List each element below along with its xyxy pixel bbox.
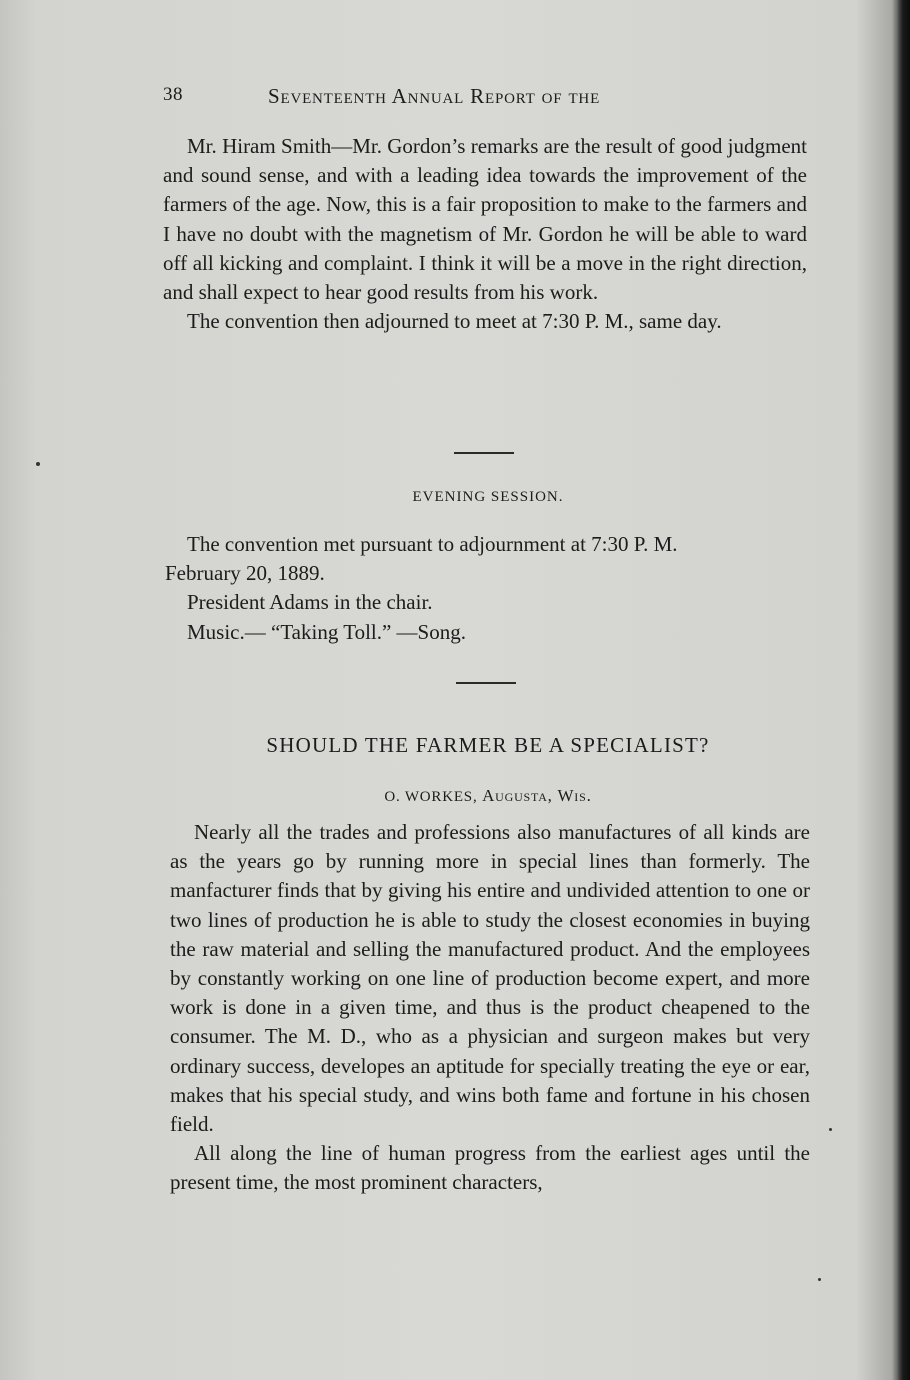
running-title: Seventeenth Annual Report of the <box>268 84 601 108</box>
article-title: SHOULD THE FARMER BE A SPECIALIST? <box>266 733 710 757</box>
section-divider <box>454 452 514 454</box>
paragraph: The convention met pursuant to adjournment at 7:30 P. M. <box>187 532 678 556</box>
paragraph: Nearly all the trades and professions also manufactures of all kinds are as the years go by running more in special lines than formerly. The manfacturer finds that by giving his entire and undivided attention to one or two lines of production he is able to study the closest economies in buying the raw material and selling the manufactured product. And the employees by constantly working on one line of production become expert, and more work is done in a given time, and thus is the product cheapened to the consumer. The M. D., who as a physician and surgeon makes but very ordinary success, developes an aptitude for specially treating the eye or ear, makes that his special study, and wins both fame and fortune in his chosen field. <box>170 820 810 1137</box>
paper-speck <box>36 462 40 466</box>
evening-session-text <box>165 530 815 647</box>
book-spine-shadow <box>898 0 910 1380</box>
page-number: 38 <box>163 84 183 105</box>
author-name: O. WORKES, <box>384 789 478 805</box>
paper-speck <box>818 1278 821 1281</box>
section-heading: EVENING SESSION. <box>412 489 564 505</box>
article-body <box>170 818 810 1198</box>
discussion-text <box>163 132 807 336</box>
paragraph: Mr. Hiram Smith—Mr. Gordon’s remarks are the result of good judgment and sound sense, and with a leading idea towards the improvement of the farmers of the age. Now, this is a fair proposition to make to the farmers and I have no doubt with the magnetism of Mr. Gordon he will be able to ward off all kicking and complaint. I think it will be a move in the right direction, and shall expect to hear good results from his work. <box>163 134 807 305</box>
section-divider <box>456 682 516 684</box>
paragraph: The convention then adjourned to meet at 7:30 P. M., same day. <box>187 309 722 334</box>
article-byline <box>163 786 813 806</box>
paragraph: President Adams in the chair. <box>187 590 433 615</box>
paragraph: Music.— “Taking Toll.” —Song. <box>187 619 466 644</box>
paper-speck <box>829 1128 832 1131</box>
paragraph: All along the line of human progress from the earliest ages until the present time, the most prominent characters, <box>170 1141 810 1195</box>
paragraph: February 20, 1889. <box>165 561 325 586</box>
author-place: Augusta, Wis. <box>482 786 592 805</box>
